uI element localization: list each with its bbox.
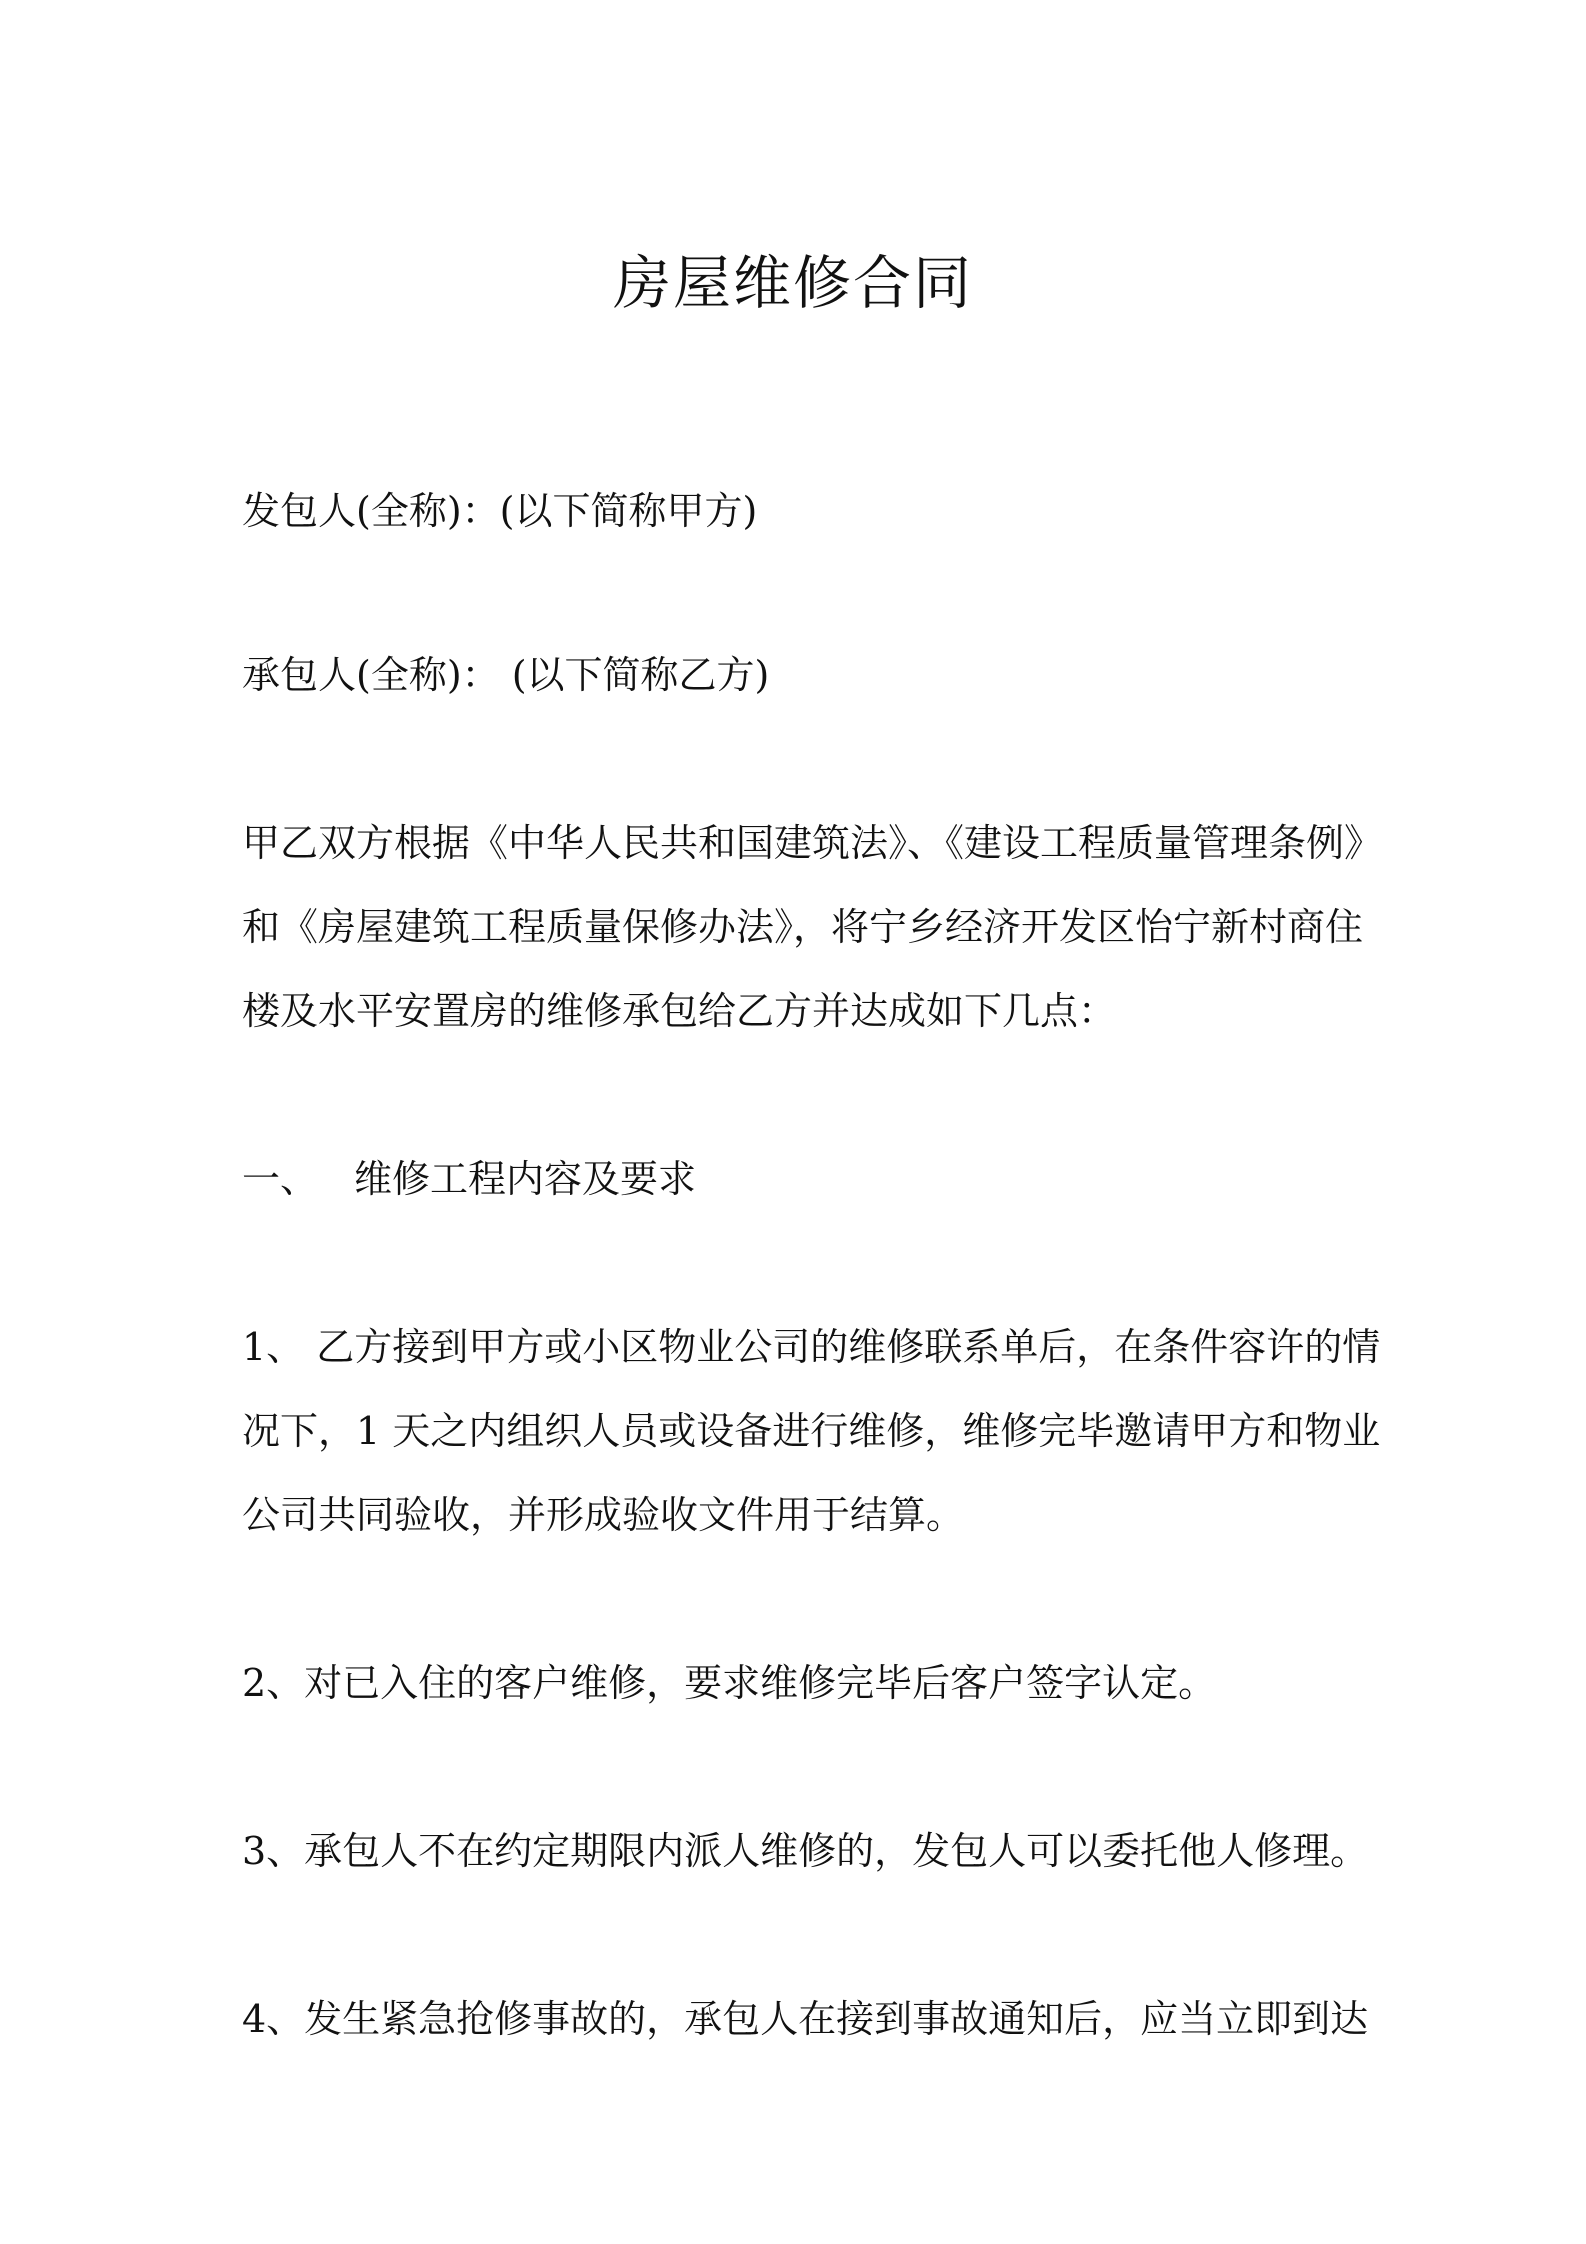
intro-line-3: 楼及水平安置房的维修承包给乙方并达成如下几点： — [242, 989, 1117, 1033]
item-1-line-2: 况下，1 天之内组织人员或设备进行维修，维修完毕邀请甲方和物业 — [242, 1409, 1381, 1453]
item-1-line-1 — [242, 1324, 1381, 1370]
section-1-title: 维修工程内容及要求 — [354, 1157, 697, 1201]
item-3-line: 3、承包人不在约定期限内派人维修的，发包人可以委托他人修理。 — [242, 1829, 1369, 1873]
section-1-heading — [242, 1156, 1362, 1202]
party-b-line: 承包人(全称)： (以下简称乙方) — [242, 653, 770, 697]
intro-line-2: 和《房屋建筑工程质量保修办法》，将宁乡经济开发区怡宁新村商住 — [242, 905, 1364, 949]
party-a-line: 发包人(全称)：(以下简称甲方) — [242, 489, 758, 533]
item-1-line-3: 公司共同验收，并形成验收文件用于结算。 — [242, 1493, 965, 1537]
item-1-number: 1、 — [242, 1325, 305, 1369]
item-2-line: 2、对已入住的客户维修，要求维修完毕后客户签字认定。 — [242, 1661, 1217, 1705]
item-4-line: 4、发生紧急抢修事故的，承包人在接到事故通知后，应当立即到达 — [242, 1997, 1369, 2041]
item-1-text-1: 乙方接到甲方或小区物业公司的维修联系单后，在条件容许的情 — [316, 1325, 1381, 1369]
section-1-number: 一、 — [242, 1157, 319, 1201]
document-title: 房屋维修合同 — [612, 249, 973, 317]
intro-line-1: 甲乙双方根据《中华人民共和国建筑法》、《建设工程质量管理条例》 — [242, 821, 1383, 865]
